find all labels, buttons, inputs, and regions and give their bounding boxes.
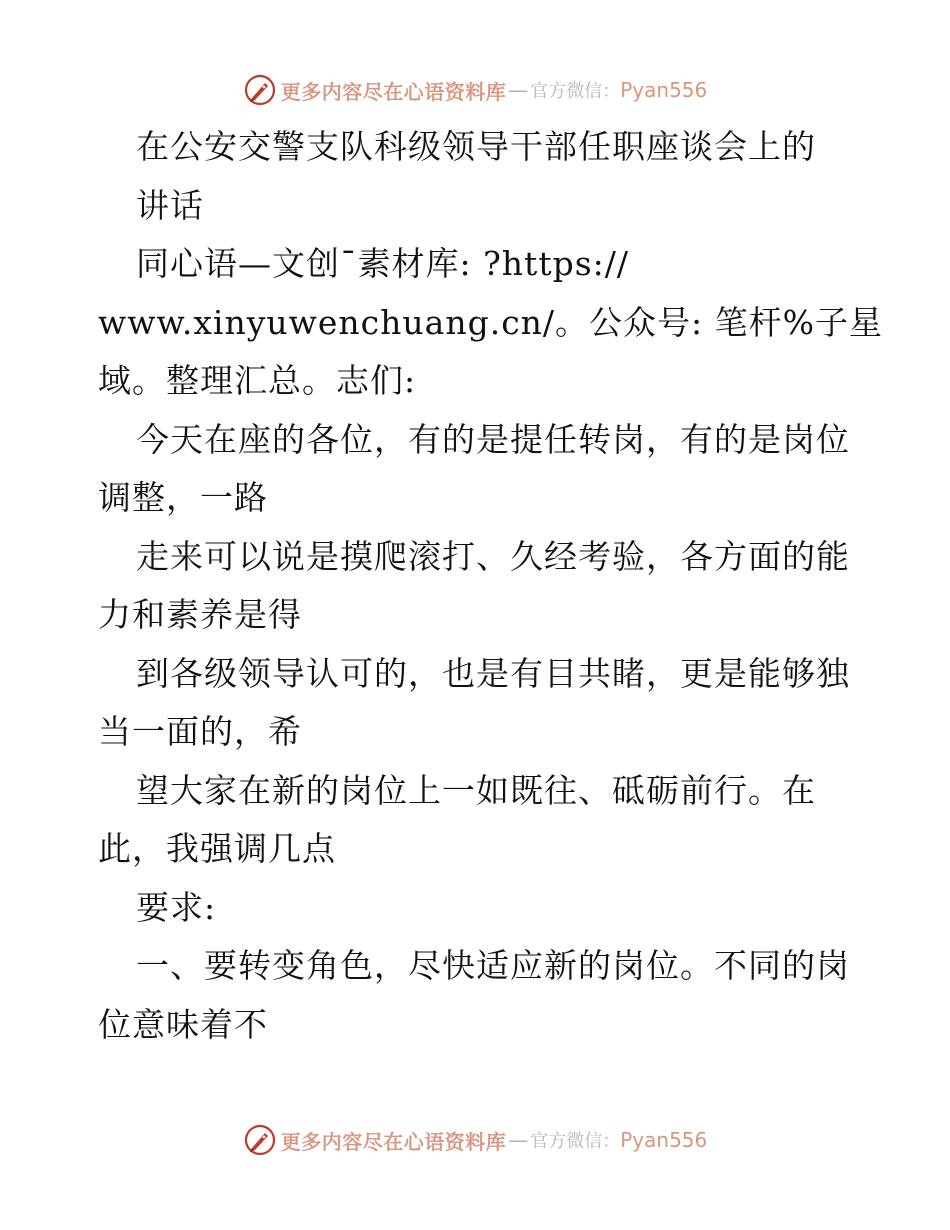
- paragraph-line: 域。整理汇总。志们:: [98, 361, 417, 400]
- paragraph-line: 当一面的，希: [98, 712, 302, 751]
- watermark-separator: —: [508, 78, 529, 102]
- paragraph-line: 调整，一路: [98, 478, 268, 517]
- paragraph-line: 位意味着不: [98, 1004, 268, 1044]
- document-body: [98, 118, 884, 1054]
- document-title-line-1: 在公安交警支队科级领导干部任职座谈会上的: [136, 127, 816, 166]
- pen-nib-logo-icon: [243, 73, 277, 107]
- paragraph-line: 到各级领导认可的，也是有目共睹，更是能够独: [136, 653, 850, 693]
- paragraph-line: 一、要转变角色，尽快适应新的岗位。不同的岗: [136, 946, 850, 985]
- watermark-text: 更多内容尽在心语资料库: [280, 79, 507, 104]
- paragraph-line: 同心语—文创¯素材库: ?https://: [136, 244, 629, 283]
- paragraph-line: www.xinyuwenchuang.cn/。公众号: 笔杆%子星: [98, 302, 884, 342]
- watermark-wechat-id: Pyan556: [620, 1128, 708, 1152]
- paragraph-line: 要求:: [136, 887, 217, 927]
- watermark-wechat-id: Pyan556: [620, 78, 708, 102]
- document-title-line-2: 讲话: [136, 185, 204, 225]
- watermark-wechat-label: 官方微信：: [530, 1131, 621, 1152]
- watermark-separator: —: [508, 1128, 529, 1152]
- watermark-text: 更多内容尽在心语资料库: [280, 1129, 507, 1154]
- paragraph-line: 力和素养是得: [98, 595, 302, 634]
- header-watermark: [0, 70, 950, 110]
- paragraph-line: 今天在座的各位，有的是提任转岗，有的是岗位: [136, 419, 850, 459]
- footer-watermark: [0, 1120, 950, 1160]
- paragraph-line: 走来可以说是摸爬滚打、久经考验，各方面的能: [136, 536, 850, 576]
- paragraph-line: 此，我强调几点: [98, 829, 336, 868]
- pen-nib-logo-icon: [243, 1123, 277, 1157]
- watermark-wechat-label: 官方微信：: [530, 81, 621, 102]
- paragraph-line: 望大家在新的岗位上一如既往、砥砺前行。在: [136, 770, 816, 810]
